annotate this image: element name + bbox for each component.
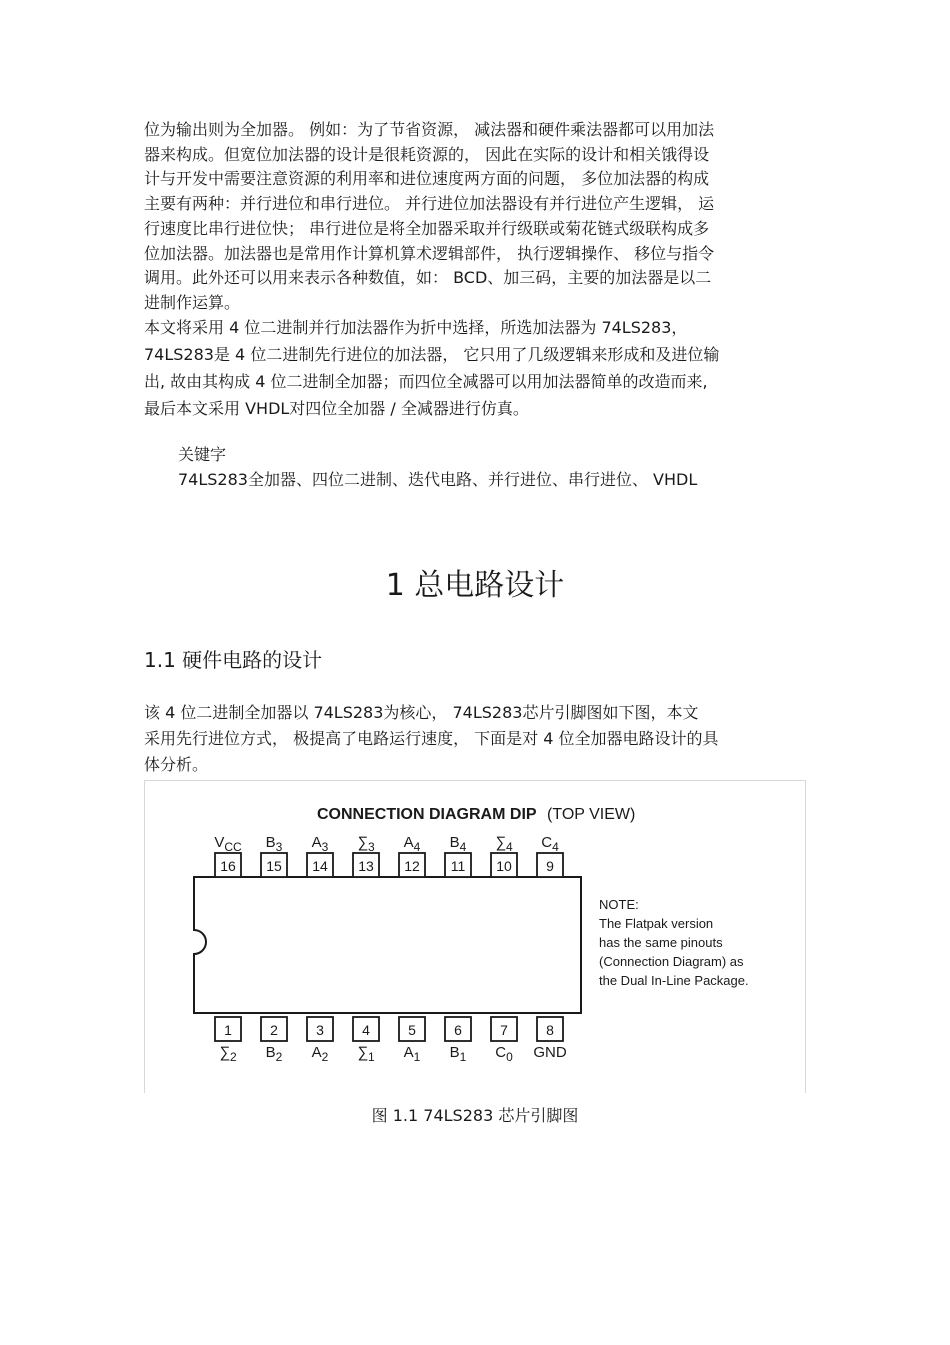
text-line: 74LS283是 4 位二进制先行进位的加法器， 它只用了几级逻辑来形成和及进位输 bbox=[144, 345, 720, 364]
text-line: 调用。此外还可以用来表示各种数值，如： BCD、加三码，主要的加法器是以二 bbox=[144, 268, 712, 288]
pin-number: 5 bbox=[408, 1022, 416, 1038]
pin-number: 1 bbox=[224, 1022, 232, 1038]
diagram-title-view: (TOP VIEW) bbox=[547, 806, 636, 823]
pin-1 bbox=[215, 1017, 241, 1064]
text-line: 位加法器。加法器也是常用作计算机算术逻辑部件， 执行逻辑操作、 移位与指令 bbox=[144, 243, 715, 263]
pin-label: $\sum_2$ bbox=[219, 1044, 237, 1064]
pin-9 bbox=[537, 834, 563, 877]
text-line: 最后本文采用 VHDL对四位全加器 / 全减器进行仿真。 bbox=[144, 399, 529, 418]
pin-label: $B_4$ bbox=[449, 834, 467, 854]
connection-diagram bbox=[145, 781, 805, 1093]
chapter-title: 1 总电路设计 bbox=[385, 568, 565, 603]
pin-number: 11 bbox=[450, 858, 466, 874]
pin-label: $A_4$ bbox=[403, 834, 421, 854]
pin-label: $B_2$ bbox=[265, 1044, 283, 1064]
pin-number: 16 bbox=[220, 858, 236, 874]
pin-label: $A_2$ bbox=[311, 1044, 329, 1064]
pin-5 bbox=[399, 1017, 425, 1064]
pin-number: 13 bbox=[358, 858, 374, 874]
pin-number: 14 bbox=[312, 858, 328, 874]
pin-label: $\sum_3$ bbox=[357, 834, 375, 854]
pin-number: 10 bbox=[496, 858, 512, 874]
pin-label: $C_0$ bbox=[495, 1044, 513, 1064]
pin-6 bbox=[445, 1017, 471, 1064]
text-line: 计与开发中需要注意资源的利用率和进位速度两方面的问题， 多位加法器的构成 bbox=[144, 169, 710, 189]
pin-label: $B_3$ bbox=[265, 834, 283, 854]
pin-number: 8 bbox=[546, 1022, 554, 1038]
pin-label: $C_4$ bbox=[541, 834, 559, 854]
pin-label: $A_3$ bbox=[311, 834, 329, 854]
text-line: 该 4 位二进制全加器以 74LS283为核心， 74LS283芯片引脚图如下图，本文 bbox=[144, 703, 699, 722]
pin-8 bbox=[533, 1017, 567, 1061]
section-title: 1.1 硬件电路的设计 bbox=[144, 648, 323, 672]
diagram-title bbox=[317, 806, 635, 823]
text-line: 位为输出则为全加器。 例如：为了节省资源， 减法器和硬件乘法器都可以用加法 bbox=[144, 120, 715, 139]
pin-10 bbox=[491, 834, 517, 877]
pin-number: 12 bbox=[404, 858, 420, 874]
text-line: 器来构成。但宽位加法器的设计是很耗资源的， 因此在实际的设计和相关饿得设 bbox=[144, 144, 710, 164]
pin-13 bbox=[353, 834, 379, 877]
pin-label: $B_1$ bbox=[449, 1044, 467, 1064]
diagram-title-bold: CONNECTION DIAGRAM DIP bbox=[317, 806, 537, 823]
text-line: 行速度比串行进位快； 串行进位是将全加器采取并行级联或菊花链式级联构成多 bbox=[144, 218, 710, 238]
pin-number: 4 bbox=[362, 1022, 370, 1038]
keywords-label: 关键字 bbox=[178, 445, 227, 464]
note-line: (Connection Diagram) as bbox=[599, 954, 744, 969]
text-line: 本文将采用 4 位二进制并行加法器作为折中选择，所选加法器为 74LS283， bbox=[144, 318, 688, 337]
pin-label: $\sum_4$ bbox=[495, 834, 513, 854]
pin-3 bbox=[307, 1017, 333, 1064]
note-line: has the same pinouts bbox=[599, 935, 723, 950]
pin-number: 9 bbox=[546, 858, 554, 874]
pin-label: $V_{CC}$ bbox=[214, 834, 242, 854]
pin-2 bbox=[261, 1017, 287, 1064]
keywords-text: 74LS283全加器、四位二进制、迭代电路、并行进位、串行进位、 VHDL bbox=[178, 470, 698, 489]
pin-label: $A_1$ bbox=[403, 1044, 421, 1064]
pin-4 bbox=[353, 1017, 379, 1064]
figure-caption: 图 1.1 74LS283 芯片引脚图 bbox=[371, 1106, 579, 1125]
pin-number: 2 bbox=[270, 1022, 278, 1038]
text-line: 体分析。 bbox=[144, 755, 209, 774]
pin-15 bbox=[261, 834, 287, 877]
note-line: the Dual In-Line Package. bbox=[599, 973, 749, 988]
pin-label: $\sum_1$ bbox=[357, 1044, 375, 1064]
note-line: NOTE: bbox=[599, 897, 639, 912]
pin-number: 3 bbox=[316, 1022, 324, 1038]
pin-12 bbox=[399, 834, 425, 877]
pin-16 bbox=[214, 834, 242, 877]
pin-14 bbox=[307, 834, 333, 877]
text-line: 主要有两种：并行进位和串行进位。 并行进位加法器设有并行进位产生逻辑， 运 bbox=[144, 194, 715, 214]
pin-number: 15 bbox=[266, 858, 282, 874]
chip-body bbox=[194, 877, 581, 1013]
pin-label: GND bbox=[533, 1044, 567, 1061]
text-line: 进制作运算。 bbox=[144, 292, 241, 312]
text-line: 采用先行进位方式， 极提高了电路运行速度， 下面是对 4 位全加器电路设计的具 bbox=[144, 729, 719, 748]
pin-number: 7 bbox=[500, 1022, 508, 1038]
text-line: 出, 故由其构成 4 位二进制全加器；而四位全减器可以用加法器简单的改造而来, bbox=[144, 372, 708, 391]
pin-11 bbox=[445, 834, 471, 877]
pin-7 bbox=[491, 1017, 517, 1064]
note-line: The Flatpak version bbox=[599, 916, 714, 931]
figure-frame bbox=[144, 780, 806, 1093]
pin-number: 6 bbox=[454, 1022, 462, 1038]
